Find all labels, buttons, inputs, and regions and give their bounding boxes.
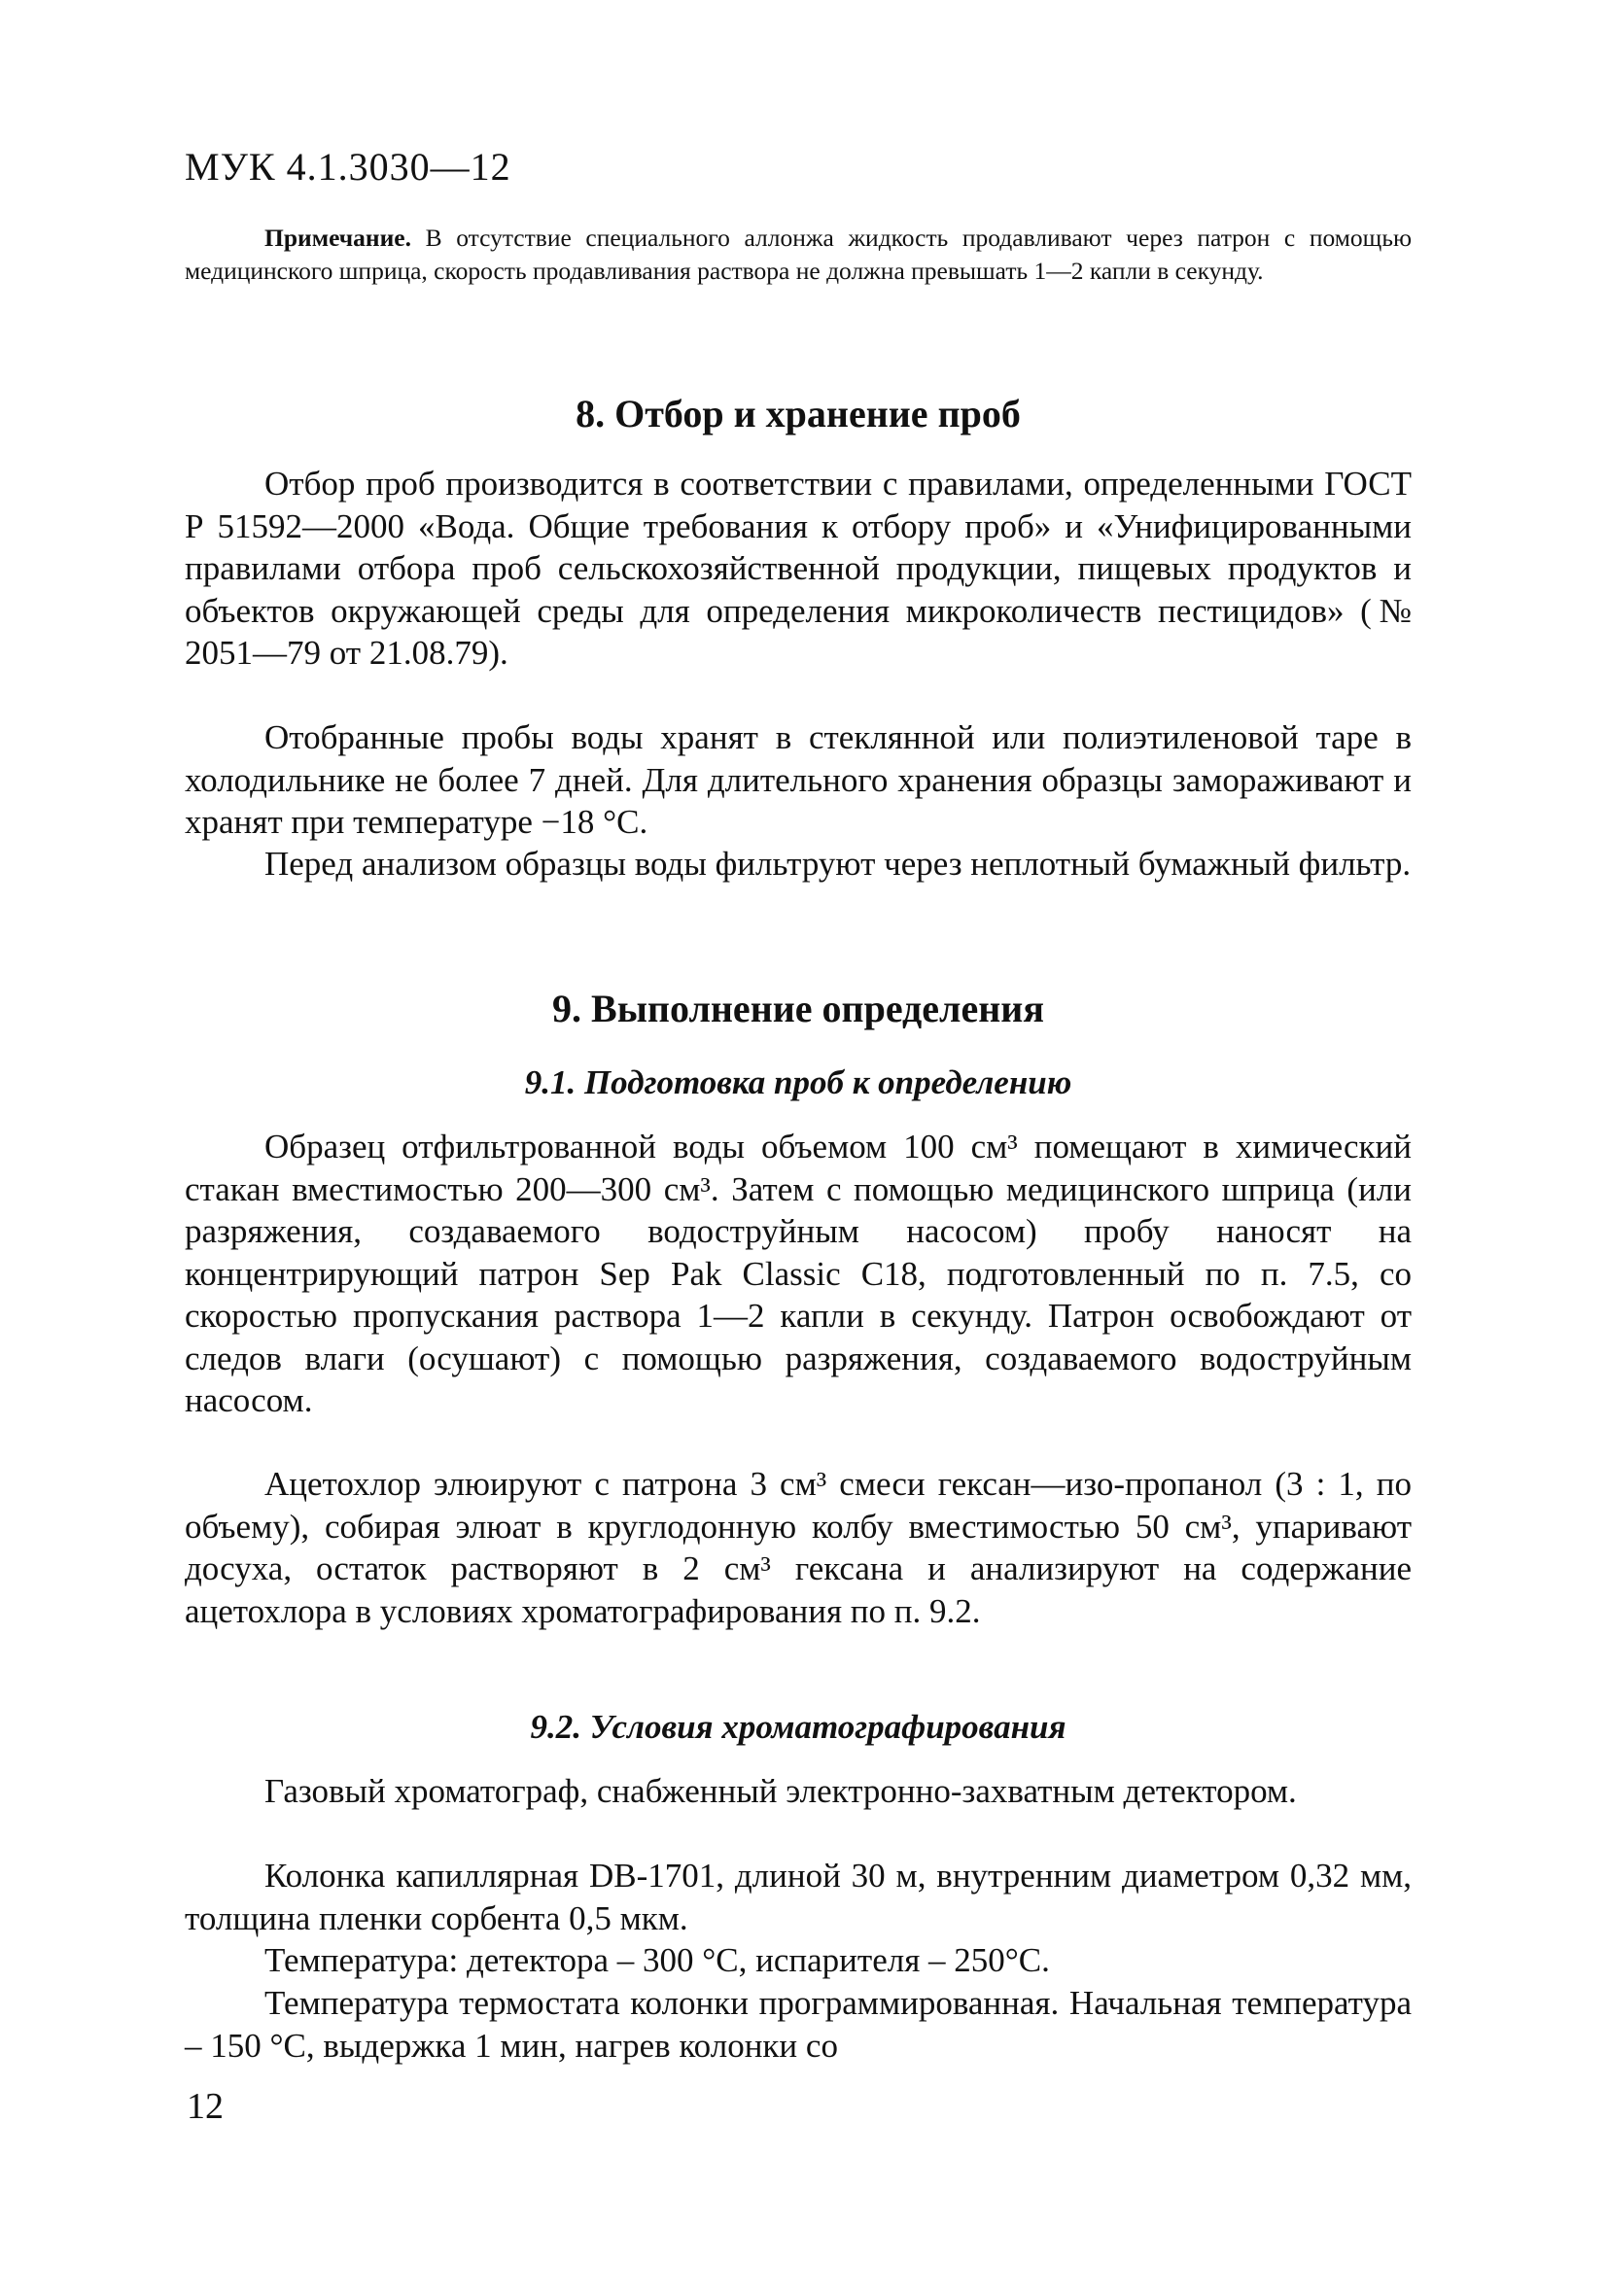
subsection-9-2-paragraph-3: Температура: детектора – 300 °С, испарителя – 250°С. [264,1941,1050,1979]
subsection-9-2-title: 9.2. Условия хроматографирования [530,1708,1066,1746]
section-8-paragraph-3: Перед анализом образцы воды фильтруют через неплотный бумажный фильтр. [264,845,1412,883]
section-8-paragraph-2: Отобранные пробы воды хранят в стеклянной или полиэтиленовой таре в холодильнике не более 7 дней. Для длительного хранения образцы замораживают и хранят при температуре −18 °С. [185,718,1412,841]
subsection-9-1-title: 9.1. Подготовка проб к определению [524,1063,1072,1101]
subsection-9-2-paragraph-4: Температура термостата колонки программированная. Начальная температура – 150 °С, выдержка 1 мин, нагрев колонки со [185,1984,1412,2065]
section-9-title: 9. Выполнение определения [552,987,1044,1030]
subsection-9-1-paragraph-1: Образец отфильтрованной воды объемом 100 см³ помещают в химический стакан вместимостью 200—300 см³. Затем с помощью медицинского шприца (или разряжения, создаваемого водоструйным насосом) пробу наносят на концентрирующий патрон Sep Pak Classic C18, подготовленный по п. 7.5, со скоростью пропускания раствора 1—2 капли в секунду. Патрон освобождают от следов влаги (осушают) с помощью разряжения, создаваемого водоструйным насосом. [185,1128,1412,1419]
page-number: 12 [187,2086,224,2127]
note-label: Примечание. [264,224,411,252]
subsection-9-2-paragraph-1: Газовый хроматограф, снабженный электронно-захватным детектором. [264,1772,1297,1810]
document-code: МУК 4.1.3030—12 [185,145,511,189]
section-8-title: 8. Отбор и хранение проб [576,392,1021,435]
note-text: В отсутствие специального аллонжа жидкость продавливают через патрон с помощью медицинского шприца, скорость продавливания раствора не должна превышать 1—2 капли в секунду. [185,224,1412,285]
section-8-paragraph-1: Отбор проб производится в соответствии с правилами, определенными ГОСТ Р 51592—2000 «Вода. Общие требования к отбору проб» и «Унифицированными правилами отбора проб сельскохозяйственной продукции, пищевых продуктов и объектов окружающей среды для определения микроколичеств пестицидов» (№ 2051—79 от 21.08.79). [185,465,1412,672]
note-block [185,222,1412,288]
subsection-9-2-paragraph-2: Колонка капиллярная DB-1701, длиной 30 м, внутренним диаметром 0,32 мм, толщина пленки сорбента 0,5 мкм. [185,1857,1412,1937]
subsection-9-1-paragraph-2: Ацетохлор элюируют с патрона 3 см³ смеси гексан—изо-пропанол (3 : 1, по объему), собирая элюат в круглодонную колбу вместимостью 50 см³, упаривают досуха, остаток растворяют в 2 см³ гексана и анализируют на содержание ацетохлора в условиях хроматографирования по п. 9.2. [185,1465,1412,1630]
